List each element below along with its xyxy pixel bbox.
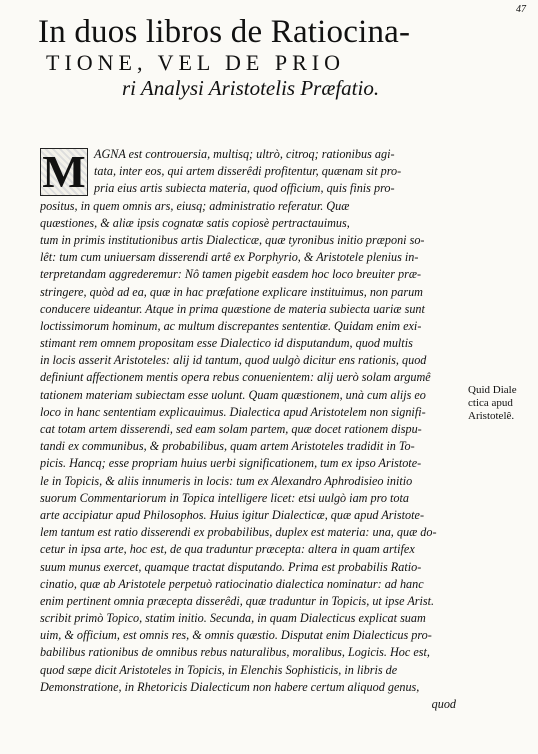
- text-line: picis. Hancq; esse propriam huius uerbi significationem, tum ex ipso Aristote-: [40, 456, 422, 471]
- text-line: quod sæpe dicit Aristoteles in Topicis, in Elenchis Sophisticis, in libris de: [40, 662, 398, 677]
- text-line: tandi ex communibus, & probabilibus, quam artem Aristoteles tradidit in To-: [40, 439, 415, 454]
- marginal-note-line: ctica apud: [468, 397, 513, 409]
- title-line-2: TIONE, VEL DE PRIO: [46, 50, 345, 75]
- text-line: babilibus rationibus de omnibus rebus naturalibus, moralibus, Logicis. Hoc est,: [40, 645, 430, 660]
- text-line: tum in primis institutionibus artis Dialecticæ, quæ tyronibus initio præponi so-: [40, 232, 425, 247]
- marginal-note: [468, 384, 534, 423]
- text-line: scribit primò Topico, statim initio. Secunda, in quam Dialecticus explicat suam: [40, 611, 426, 626]
- text-line: stimant rem omnem propositam esse Dialectico id disputandum, quod multis: [40, 336, 413, 351]
- marginal-note-line: Quid Diale: [468, 384, 517, 396]
- body-text: [40, 146, 460, 713]
- text-line: lêt: tum cum uniuersam disserendi artê ex Porphyrio, & Aristotele plenius in-: [40, 250, 419, 265]
- text-lines: [40, 146, 460, 713]
- text-line: Demonstratione, in Rhetoricis Dialecticum non habere certum aliquod genus,: [40, 679, 420, 694]
- text-line: conducere uideantur. Atque in prima quæstione de materia subiecta uariæ sunt: [40, 301, 425, 316]
- text-line: in locis asserit Aristoteles: alij id tantum, quod uulgò dicitur ens rationis, quod: [40, 353, 427, 368]
- text-line: le in Topicis, & aliis innumeris in locis: tum ex Alexandro Aphrodisieo initio: [40, 473, 413, 488]
- text-line: cinatio, quæ ab Aristotele perpetuò ratiocinatio dialectica nominatur: ad hanc: [40, 576, 424, 591]
- title-line-1: In duos libros de Ratiocina-: [38, 14, 411, 50]
- text-line: quæstiones, & aliæ ipsis cognatæ satis copiosè pertractauimus,: [40, 215, 350, 230]
- chapter-title: [38, 16, 458, 99]
- text-line: tata, inter eos, qui artem disserêdi profitentur, quænam sit pro-: [94, 164, 402, 179]
- text-line: suum munus exercet, quamque tractat disputando. Prima est probabilis Ratio-: [40, 559, 422, 574]
- title-line-3: ri Analysi Aristotelis Præfatio.: [122, 76, 380, 100]
- text-line: lem tantum est ratio disserendi ex probabilibus, duplex est materia: una, quæ do-: [40, 525, 437, 540]
- text-line: cat totam artem disserendi, sed eam solam partem, quæ docet rationem dispu-: [40, 422, 422, 436]
- text-line: loctissimorum hominum, ac multum discrepantes sententiæ. Quidam enim exi-: [40, 318, 422, 333]
- text-line: arte accipiatur apud Philosophos. Huius igitur Dialecticæ, quæ apud Aristote-: [40, 507, 425, 522]
- marginal-note-line: Aristotelê.: [468, 410, 515, 422]
- text-line: definiunt affectionem mentis opera rebus conuenientem: alij uerò solam argumê: [40, 370, 431, 385]
- text-line: tationem materiam subiectam esse uolunt. Quam quæstionem, unà cum alijs eo: [40, 387, 426, 402]
- text-line: uim, & officium, est omnis res, & omnis quæstio. Disputat enim Dialecticus pro-: [40, 628, 432, 643]
- text-line: quod: [431, 697, 456, 711]
- text-line: terpretandam aggrederemur: Nô tamen pigebit easdem hoc loco breuiter præ-: [40, 267, 422, 282]
- text-line: cetur in ipsa arte, hoc est, de qua traduntur præcepta: altera in quam artifex: [40, 542, 415, 557]
- text-line: suorum Commentariorum in Topica intelligere licet: etsi uulgò iam pro tota: [40, 490, 409, 505]
- decorated-initial: M: [40, 148, 88, 196]
- text-line: loco in hanc sententiam explicauimus. Dialectica apud Aristotelem non signifi-: [40, 404, 426, 419]
- text-line: enim pertinent omnia præcepta disserêdi, quæ traduntur in Topicis, ut ipse Arist.: [40, 593, 435, 608]
- page-number: 47: [516, 4, 526, 15]
- text-line: positus, in quem omnis ars, eiusq; administratio referatur. Quæ: [40, 198, 350, 213]
- text-line: pria eius artis subiecta materia, quod officium, quis finis pro-: [94, 181, 395, 196]
- text-line: AGNA est controuersia, multisq; ultrò, citroq; rationibus agi-: [94, 147, 395, 161]
- text-line: stringere, quòd ad ea, quæ in hac præfatione explicare instituimus, non parum: [40, 284, 423, 299]
